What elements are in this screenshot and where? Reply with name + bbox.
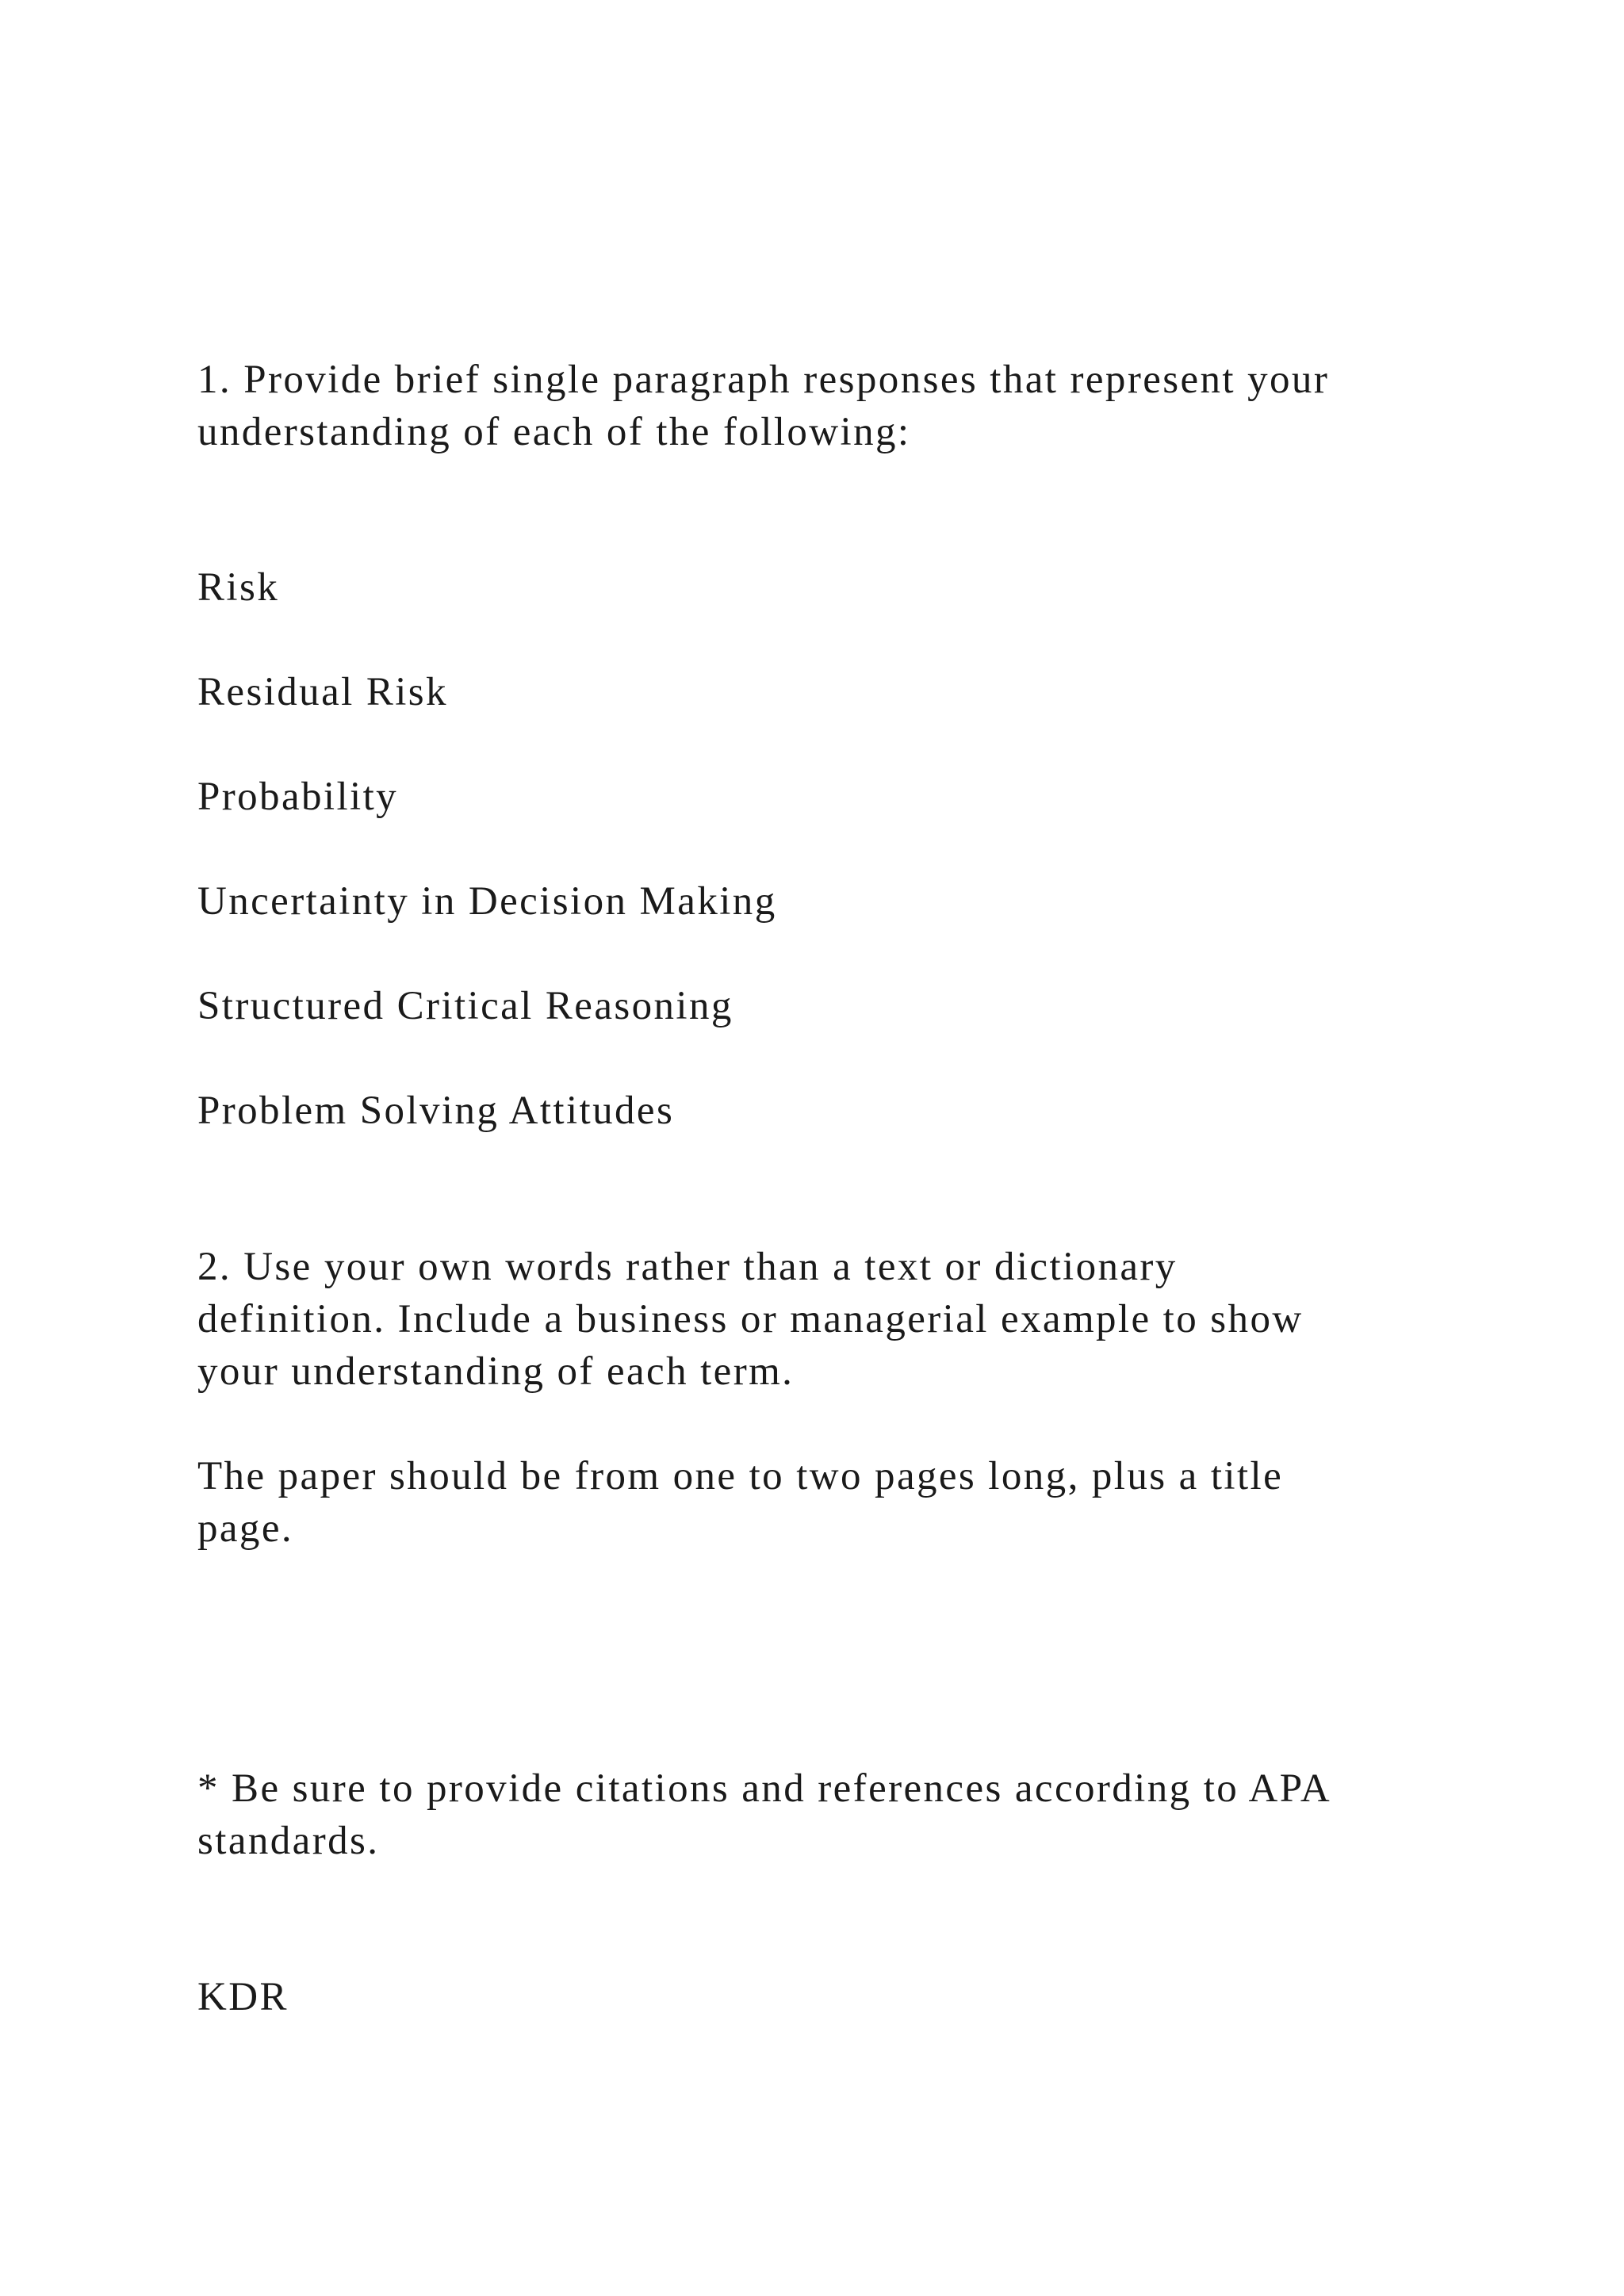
question-2-line-3: your understanding of each term. (197, 1349, 795, 1394)
signature: KDR (197, 1975, 289, 2019)
length-note-line-1: The paper should be from one to two pages long, plus a title (197, 1454, 1284, 1498)
term-uncertainty: Uncertainty in Decision Making (197, 879, 777, 924)
question-1-line-2: understanding of each of the following: (197, 410, 911, 454)
question-2-line-2: definition. Include a business or managerial example to show (197, 1297, 1304, 1341)
citation-note-line-2: standards. (197, 1819, 380, 1863)
term-residual-risk: Residual Risk (197, 670, 448, 714)
question-2-line-1: 2. Use your own words rather than a text or dictionary (197, 1245, 1178, 1289)
question-1-line-1: 1. Provide brief single paragraph responses that represent your (197, 358, 1330, 402)
citation-note-line-1: * Be sure to provide citations and references according to APA (197, 1766, 1332, 1811)
length-note-line-2: page. (197, 1506, 294, 1551)
term-structured-critical-reasoning: Structured Critical Reasoning (197, 984, 733, 1028)
term-problem-solving-attitudes: Problem Solving Attitudes (197, 1089, 675, 1133)
term-probability: Probability (197, 775, 399, 819)
term-risk: Risk (197, 565, 280, 610)
